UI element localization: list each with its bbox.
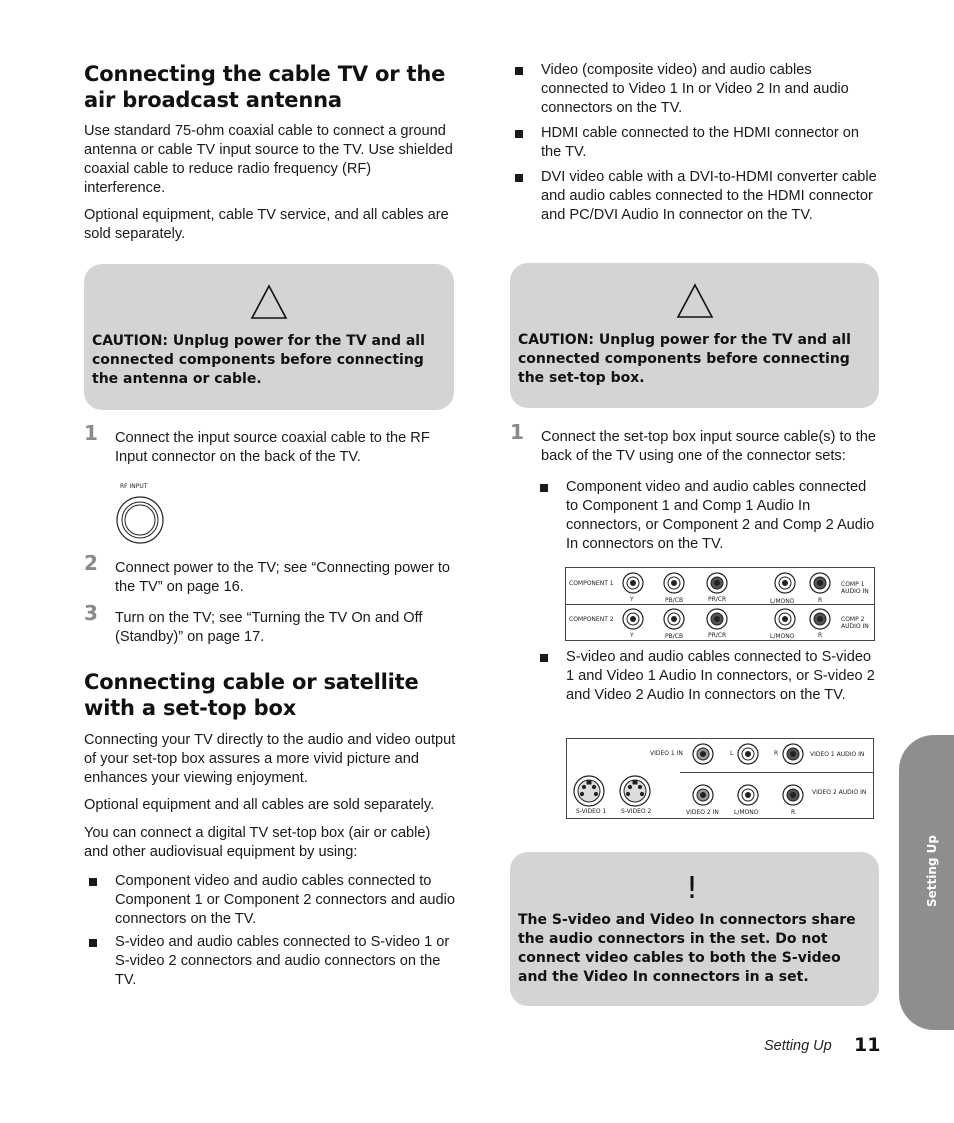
step-text: Connect the input source coaxial cable to the RF Input connector on the back of the TV. (115, 430, 430, 465)
step-number: 2 (84, 551, 98, 575)
step-text: Connect power to the TV; see “Connecting power to the TV” on page 16. (115, 560, 451, 595)
video-2-audio-label: VIDEO 2 AUDIO IN (812, 789, 867, 796)
warning-triangle-icon (250, 284, 288, 320)
component-connector-panel: COMPONENT 1 COMPONENT 2 COMP 1 AUDIO IN COMP 2 AUDIO IN Y PB/CB PR/CR L/MONO R Y PB/CB PR/CR L/MONO R (565, 567, 875, 641)
step-text: Connect the set-top box input source cable(s) to the back of the TV using one of the connector sets: (541, 429, 877, 464)
bullet-square-icon (540, 654, 548, 662)
rf-connector-icon (115, 495, 165, 545)
paragraph: Connecting your TV directly to the audio and video output of your set-top box assures a more vivid picture and enhances your viewing enjoyment. (84, 732, 456, 786)
video-2-in-label: VIDEO 2 IN (686, 809, 719, 816)
paragraph: Optional equipment and all cables are sold separately. (84, 797, 435, 813)
section-heading-cable-tv: Connecting the cable TV or the air broadcast antenna (84, 62, 446, 112)
video-1-in-label: VIDEO 1 IN (650, 750, 683, 757)
bullet-square-icon (540, 484, 548, 492)
step-number: 3 (84, 601, 98, 625)
step-number: 1 (84, 421, 98, 445)
warning-triangle-icon (676, 283, 714, 319)
component-2-label: COMPONENT 2 (569, 616, 614, 623)
bullet-square-icon (89, 939, 97, 947)
component-1-label: COMPONENT 1 (569, 580, 614, 587)
comp-2-audio-label: COMP 2 AUDIO IN (841, 616, 869, 630)
page-number: 11 (854, 1034, 881, 1056)
step-number: 1 (510, 420, 524, 444)
svideo-2-label: S-VIDEO 2 (621, 808, 652, 815)
paragraph: You can connect a digital TV set-top box (air or cable) and other audiovisual equipment by using: (84, 825, 431, 860)
bullet-square-icon (515, 67, 523, 75)
svideo-1-label: S-VIDEO 1 (576, 808, 607, 815)
rca-jacks-graphic (566, 568, 874, 640)
svideo-connector-panel: VIDEO 1 IN L R VIDEO 1 AUDIO IN VIDEO 2 AUDIO IN S-VIDEO 1 S-VIDEO 2 VIDEO 2 IN L/MONO R (566, 738, 874, 819)
caution-box (84, 264, 454, 410)
bullet-square-icon (515, 130, 523, 138)
rf-input-label: RF INPUT (120, 483, 148, 490)
paragraph: Use standard 75-ohm coaxial cable to connect a ground antenna or cable TV input source to the TV. Use shielded coaxial cable to reduce radio frequency (RF) interference. (84, 123, 453, 196)
caution-text: CAUTION: Unplug power for the TV and all connected components before connecting the set-top box. (518, 332, 851, 386)
side-tab-label: Setting Up (925, 834, 939, 907)
video-1-audio-label: VIDEO 1 AUDIO IN (810, 751, 865, 758)
note-text: The S-video and Video In connectors share the audio connectors in the set. Do not connect video cables to both the S-video and the Video In connectors in a set. (518, 912, 856, 985)
caution-text: CAUTION: Unplug power for the TV and all connected components before connecting the antenna or cable. (92, 333, 425, 387)
step-text: Turn on the TV; see “Turning the TV On and Off (Standby)” on page 17. (115, 610, 423, 645)
section-heading-set-top-box: Connecting cable or satellite with a set-top box (84, 670, 419, 720)
footer-section-name: Setting Up (764, 1038, 832, 1054)
bullet-square-icon (515, 174, 523, 182)
exclamation-icon: ! (686, 871, 699, 906)
paragraph: Optional equipment, cable TV service, and all cables are sold separately. (84, 207, 449, 242)
bullet-square-icon (89, 878, 97, 886)
comp-1-audio-label: COMP 1 AUDIO IN (841, 581, 869, 595)
note-box (510, 852, 879, 1006)
caution-box (510, 263, 879, 408)
